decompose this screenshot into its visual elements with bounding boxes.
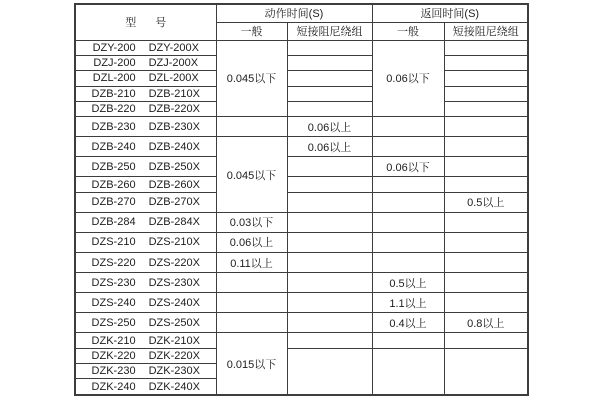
model-label: DZK-210	[91, 334, 136, 347]
action-short-damping-cell	[287, 101, 372, 116]
model-cell	[75, 253, 216, 273]
table-row	[75, 192, 528, 212]
table-row	[75, 232, 528, 252]
return-short-damping-cell	[444, 71, 528, 86]
action-general-cell	[216, 273, 287, 293]
table-row	[75, 253, 528, 273]
action-short-damping-cell	[287, 348, 372, 395]
action-general-cell: 0.045以下	[216, 137, 287, 213]
action-short-damping-cell	[287, 313, 372, 333]
action-general-cell	[216, 313, 287, 333]
table-row	[75, 333, 528, 348]
model-label: DZK-240	[91, 380, 136, 393]
model-label: DZS-250	[91, 316, 136, 329]
action-short-damping-cell	[287, 273, 372, 293]
return-short-damping-cell	[444, 137, 528, 157]
model-cell	[75, 313, 216, 333]
return-general-cell: 0.06以下	[372, 40, 444, 117]
table-row	[75, 71, 528, 86]
model-cell	[75, 55, 216, 70]
model-x-label: DZY-200X	[148, 41, 199, 54]
return-short-damping-cell	[444, 117, 528, 137]
model-x-label: DZB-230X	[148, 120, 200, 133]
table-row	[75, 40, 528, 55]
model-label: DZK-230	[91, 365, 136, 378]
model-x-label: DZB-240X	[148, 140, 200, 153]
return-short-damping-cell	[444, 177, 528, 192]
model-cell	[75, 232, 216, 252]
header-return-general: 一般	[372, 22, 444, 40]
model-label: DZK-220	[91, 349, 136, 362]
action-general-cell: 0.015以下	[216, 333, 287, 395]
model-cell	[75, 212, 216, 232]
return-general-cell: 0.5以上	[372, 273, 444, 293]
table-row	[75, 273, 528, 293]
table-row	[75, 293, 528, 313]
action-general-cell: 0.11以上	[216, 253, 287, 273]
action-general-cell: 0.06以上	[216, 232, 287, 252]
action-short-damping-cell	[287, 55, 372, 70]
action-general-cell	[216, 117, 287, 137]
model-x-label: DZB-270X	[148, 196, 200, 209]
action-short-damping-cell	[287, 157, 372, 177]
model-x-label: DZB-220X	[148, 103, 200, 116]
return-short-damping-cell: 0.5以上	[444, 192, 528, 212]
return-short-damping-cell	[444, 212, 528, 232]
return-general-cell	[372, 212, 444, 232]
action-short-damping-cell	[287, 232, 372, 252]
action-short-damping-cell	[287, 86, 372, 101]
action-short-damping-cell	[287, 253, 372, 273]
model-cell	[75, 137, 216, 157]
model-x-label: DZS-250X	[148, 316, 200, 329]
model-cell	[75, 293, 216, 313]
return-short-damping-cell	[444, 348, 528, 395]
action-short-damping-cell	[287, 333, 372, 348]
model-x-label: DZL-200X	[148, 72, 199, 85]
model-label: DZY-200	[92, 41, 136, 54]
action-short-damping-cell: 0.06以上	[287, 137, 372, 157]
table-row	[75, 55, 528, 70]
model-cell	[75, 101, 216, 116]
table-row	[75, 157, 528, 177]
return-general-cell	[372, 232, 444, 252]
model-label: DZS-220	[91, 256, 136, 269]
return-short-damping-cell	[444, 232, 528, 252]
model-cell	[75, 86, 216, 101]
model-x-label: DZK-240X	[148, 380, 200, 393]
return-general-cell	[372, 253, 444, 273]
action-short-damping-cell	[287, 212, 372, 232]
model-cell	[75, 177, 216, 192]
return-short-damping-cell	[444, 40, 528, 55]
return-general-cell: 1.1以上	[372, 293, 444, 313]
model-cell	[75, 117, 216, 137]
return-general-cell	[372, 177, 444, 192]
return-general-cell	[372, 137, 444, 157]
model-cell	[75, 157, 216, 177]
return-short-damping-cell	[444, 333, 528, 348]
return-general-cell	[372, 333, 444, 348]
model-label: DZS-230	[91, 276, 136, 289]
model-cell	[75, 333, 216, 348]
table-row	[75, 177, 528, 192]
action-short-damping-cell	[287, 192, 372, 212]
table-row	[75, 348, 528, 363]
model-cell	[75, 71, 216, 86]
model-x-label: DZS-220X	[148, 256, 200, 269]
table-row	[75, 313, 528, 333]
model-x-label: DZK-210X	[148, 334, 200, 347]
header-return-short-damping: 短接阻尼绕组	[444, 22, 528, 40]
model-label: DZJ-200	[93, 57, 136, 70]
table-body	[75, 40, 528, 395]
table-row	[75, 137, 528, 157]
action-short-damping-cell	[287, 177, 372, 192]
model-label: DZB-230	[91, 120, 136, 133]
header-model: 型 号	[75, 4, 216, 40]
model-label: DZB-210	[91, 87, 136, 100]
header-action-time: 动作时间(S)	[216, 4, 372, 22]
action-short-damping-cell	[287, 40, 372, 55]
model-x-label: DZB-250X	[148, 160, 200, 173]
model-label: DZS-210	[91, 236, 136, 249]
table-row	[75, 117, 528, 137]
model-x-label: DZB-210X	[148, 87, 200, 100]
model-x-label: DZJ-200X	[148, 57, 199, 70]
return-short-damping-cell: 0.8以上	[444, 313, 528, 333]
model-x-label: DZS-230X	[148, 276, 200, 289]
return-short-damping-cell	[444, 273, 528, 293]
table-row	[75, 86, 528, 101]
return-general-cell: 0.06以下	[372, 157, 444, 177]
return-general-cell	[372, 192, 444, 212]
model-cell	[75, 379, 216, 395]
table-row	[75, 212, 528, 232]
model-label: DZB-270	[91, 196, 136, 209]
header-return-time: 返回时间(S)	[372, 4, 528, 22]
model-x-label: DZK-220X	[148, 349, 200, 362]
model-label: DZB-240	[91, 140, 136, 153]
model-x-label: DZB-284X	[148, 216, 200, 229]
model-cell	[75, 364, 216, 379]
model-x-label: DZB-260X	[148, 178, 200, 191]
return-short-damping-cell	[444, 253, 528, 273]
model-label: DZB-284	[91, 216, 136, 229]
action-short-damping-cell	[287, 293, 372, 313]
header-action-general: 一般	[216, 22, 287, 40]
model-x-label: DZS-210X	[148, 236, 200, 249]
return-general-cell	[372, 348, 444, 395]
model-cell	[75, 348, 216, 363]
model-cell	[75, 273, 216, 293]
action-short-damping-cell: 0.06以上	[287, 117, 372, 137]
action-general-cell: 0.045以下	[216, 40, 287, 117]
model-cell	[75, 40, 216, 55]
model-label: DZS-240	[91, 296, 136, 309]
action-general-cell	[216, 293, 287, 313]
action-general-cell: 0.03以下	[216, 212, 287, 232]
relay-spec-table	[74, 3, 529, 396]
model-cell	[75, 192, 216, 212]
model-x-label: DZS-240X	[148, 296, 200, 309]
return-short-damping-cell	[444, 55, 528, 70]
model-label: DZB-260	[91, 178, 136, 191]
return-general-cell	[372, 117, 444, 137]
model-label: DZB-220	[91, 103, 136, 116]
return-short-damping-cell	[444, 101, 528, 116]
model-x-label: DZK-230X	[148, 365, 200, 378]
model-label: DZL-200	[92, 72, 136, 85]
action-short-damping-cell	[287, 71, 372, 86]
return-general-cell: 0.4以上	[372, 313, 444, 333]
return-short-damping-cell	[444, 293, 528, 313]
table-header	[75, 4, 528, 40]
model-label: DZB-250	[91, 160, 136, 173]
table-row	[75, 101, 528, 116]
return-short-damping-cell	[444, 157, 528, 177]
header-row-groups	[75, 4, 528, 22]
header-action-short-damping: 短接阻尼绕组	[287, 22, 372, 40]
return-short-damping-cell	[444, 86, 528, 101]
